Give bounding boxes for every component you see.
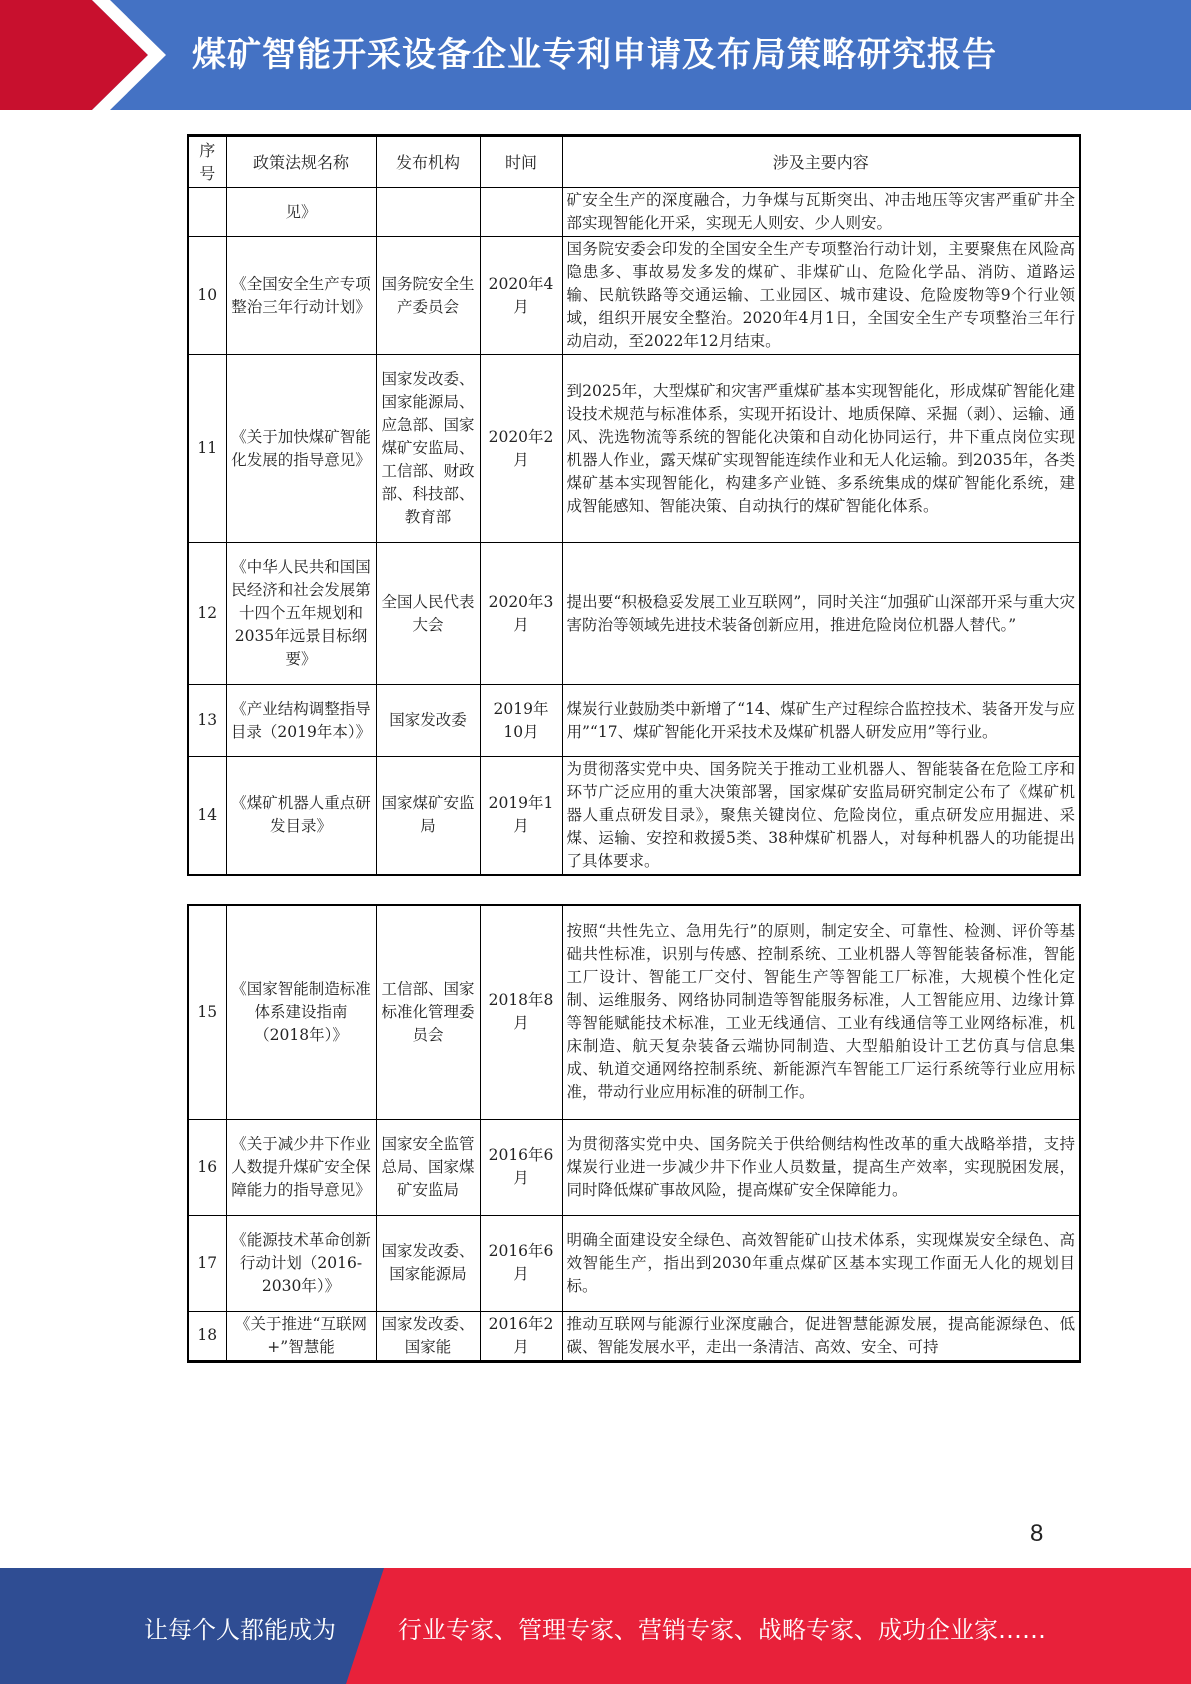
row-name: 《关于加快煤矿智能化发展的指导意见》 <box>226 355 376 543</box>
table-row <box>188 355 1080 543</box>
row-org: 国家发改委 <box>376 685 480 757</box>
row-no: 11 <box>188 355 226 543</box>
policy-table-2 <box>187 904 1081 1363</box>
row-time: 2020年4月 <box>480 237 562 355</box>
row-content: 矿安全生产的深度融合，力争煤与瓦斯突出、冲击地压等灾害严重矿井全部实现智能化开采，实现无人则安、少人则安。 <box>562 188 1080 237</box>
row-content: 为贯彻落实党中央、国务院关于供给侧结构性改革的重大战略举措，支持煤炭行业进一步减少井下作业人员数量，提高生产效率，实现脱困发展，同时降低煤矿事故风险，提高煤矿安全保障能力。 <box>562 1119 1080 1215</box>
row-org: 国家发改委、国家能 <box>376 1311 480 1361</box>
page-header <box>0 0 1191 110</box>
row-org: 国家发改委、国家能源局 <box>376 1215 480 1311</box>
header-chevron-icon <box>0 0 170 110</box>
table-row <box>188 757 1080 875</box>
row-content: 煤炭行业鼓励类中新增了“14、煤矿生产过程综合监控技术、装备开发与应用”“17、煤矿智能化开采技术及煤矿机器人研发应用”等行业。 <box>562 685 1080 757</box>
row-content: 推动互联网与能源行业深度融合，促进智慧能源发展，提高能源绿色、低碳、智能发展水平，走出一条清洁、高效、安全、可持 <box>562 1311 1080 1361</box>
footer-slogan-right: 行业专家、管理专家、营销专家、战略专家、成功企业家…… <box>398 1616 1046 1644</box>
header-content: 涉及主要内容 <box>562 136 1080 188</box>
row-content: 国务院安委会印发的全国安全生产专项整治行动计划，主要聚焦在风险高隐患多、事故易发多发的煤矿、非煤矿山、危险化学品、消防、道路运输、民航铁路等交通运输、工业园区、城市建设、危险废物等9个行业领域，组织开展安全整治。2020年4月1日，全国安全生产专项整治三年行动启动，至2022年12月结束。 <box>562 237 1080 355</box>
row-content: 到2025年，大型煤矿和灾害严重煤矿基本实现智能化，形成煤矿智能化建设技术规范与标准体系，实现开拓设计、地质保障、采掘（剥）、运输、通风、洗选物流等系统的智能化决策和自动化协同运行，井下重点岗位实现机器人作业，露天煤矿实现智能连续作业和无人化运输。到2035年，各类煤矿基本实现智能化，构建多产业链、多系统集成的煤矿智能化系统，建成智能感知、智能决策、自动执行的煤矿智能化体系。 <box>562 355 1080 543</box>
row-no: 12 <box>188 543 226 685</box>
row-no <box>188 188 226 237</box>
row-time: 2016年2月 <box>480 1311 562 1361</box>
row-content: 明确全面建设安全绿色、高效智能矿山技术体系，实现煤炭安全绿色、高效智能生产，指出到2030年重点煤矿区基本实现工作面无人化的规划目标。 <box>562 1215 1080 1311</box>
table-row <box>188 1215 1080 1311</box>
policy-table-1 <box>187 134 1081 876</box>
row-org <box>376 188 480 237</box>
row-name: 《煤矿机器人重点研发目录》 <box>226 757 376 875</box>
table-row <box>188 1311 1080 1361</box>
header-name: 政策法规名称 <box>226 136 376 188</box>
page-footer <box>0 1568 1191 1684</box>
table-row <box>188 543 1080 685</box>
row-time <box>480 188 562 237</box>
table-row <box>188 237 1080 355</box>
table-row <box>188 1119 1080 1215</box>
row-name: 《产业结构调整指导目录（2019年本）》 <box>226 685 376 757</box>
row-time: 2016年6月 <box>480 1119 562 1215</box>
row-content: 提出要“积极稳妥发展工业互联网”，同时关注“加强矿山深部开采与重大灾害防治等领域先进技术装备创新应用，推进危险岗位机器人替代。” <box>562 543 1080 685</box>
row-content: 按照“共性先立、急用先行”的原则，制定安全、可靠性、检测、评价等基础共性标准，识别与传感、控制系统、工业机器人等智能装备标准，智能工厂设计、智能工厂交付、智能生产等智能工厂标准，大规模个性化定制、运维服务、网络协同制造等智能服务标准，人工智能应用、边缘计算等智能赋能技术标准，工业无线通信、工业有线通信等工业网络标准，机床制造、航天复杂装备云端协同制造、大型船舶设计工艺仿真与信息集成、轨道交通网络控制系统、新能源汽车智能工厂运行系统等行业应用标准，带动行业应用标准的研制工作。 <box>562 905 1080 1119</box>
row-time: 2020年3月 <box>480 543 562 685</box>
header-no: 序号 <box>188 136 226 188</box>
row-name: 《能源技术革命创新行动计划（2016-2030年）》 <box>226 1215 376 1311</box>
row-org: 国务院安全生产委员会 <box>376 237 480 355</box>
table-row <box>188 905 1080 1119</box>
row-no: 10 <box>188 237 226 355</box>
table-row <box>188 188 1080 237</box>
row-time: 2018年8月 <box>480 905 562 1119</box>
footer-slogan-left: 让每个人都能成为 <box>144 1616 336 1644</box>
row-no: 18 <box>188 1311 226 1361</box>
row-org: 工信部、国家标准化管理委员会 <box>376 905 480 1119</box>
header-time: 时间 <box>480 136 562 188</box>
table-header-row <box>188 136 1080 188</box>
row-time: 2019年1月 <box>480 757 562 875</box>
table-row <box>188 685 1080 757</box>
row-org: 全国人民代表大会 <box>376 543 480 685</box>
row-time: 2019年10月 <box>480 685 562 757</box>
row-no: 14 <box>188 757 226 875</box>
row-org: 国家安全监管总局、国家煤矿安监局 <box>376 1119 480 1215</box>
row-time: 2016年6月 <box>480 1215 562 1311</box>
row-content: 为贯彻落实党中央、国务院关于推动工业机器人、智能装备在危险工序和环节广泛应用的重大决策部署，国家煤矿安监局研究制定公布了《煤矿机器人重点研发目录》，聚焦关键岗位、危险岗位，重点研发应用掘进、采煤、运输、安控和救援5类、38种煤矿机器人，对每种机器人的功能提出了具体要求。 <box>562 757 1080 875</box>
row-name: 见》 <box>226 188 376 237</box>
row-name: 《中华人民共和国国民经济和社会发展第十四个五年规划和2035年远景目标纲要》 <box>226 543 376 685</box>
row-no: 17 <box>188 1215 226 1311</box>
row-time: 2020年2月 <box>480 355 562 543</box>
row-org: 国家发改委、国家能源局、应急部、国家煤矿安监局、工信部、财政部、科技部、教育部 <box>376 355 480 543</box>
row-name: 《全国安全生产专项整治三年行动计划》 <box>226 237 376 355</box>
row-org: 国家煤矿安监局 <box>376 757 480 875</box>
row-no: 16 <box>188 1119 226 1215</box>
header-org: 发布机构 <box>376 136 480 188</box>
row-no: 15 <box>188 905 226 1119</box>
row-name: 《关于推进“互联网+”智慧能 <box>226 1311 376 1361</box>
report-title: 煤矿智能开采设备企业专利申请及布局策略研究报告 <box>192 35 997 75</box>
row-no: 13 <box>188 685 226 757</box>
page-number: 8 <box>1030 1520 1044 1547</box>
row-name: 《国家智能制造标准体系建设指南（2018年）》 <box>226 905 376 1119</box>
row-name: 《关于减少井下作业人数提升煤矿安全保障能力的指导意见》 <box>226 1119 376 1215</box>
